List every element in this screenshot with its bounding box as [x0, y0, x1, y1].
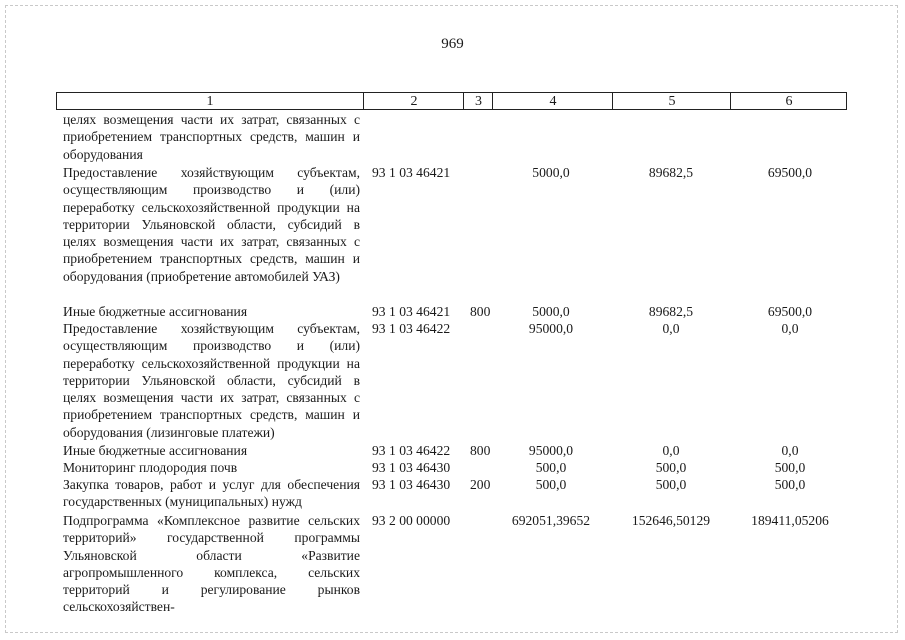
row-description: Закупка товаров, работ и услуг для обеспечения государственных (муниципальных) нужд: [63, 477, 360, 510]
row-description: Подпрограмма «Комплексное развитие сельских территорий» государственной программы Ульяновской области «Развитие агропромышленного комплекса, сельских территорий и регулирование рынков сельскохозяйствен-: [63, 513, 360, 615]
row-value-col5: 500,0: [655, 477, 687, 492]
row-code: 93 1 03 46422: [372, 321, 451, 336]
row-value-col4: 95000,0: [528, 321, 574, 336]
page-number: 969: [441, 36, 464, 52]
row-value-col4: 5000,0: [532, 165, 570, 180]
row-description: Предоставление хозяйствующим субъектам, осуществляющим производство и (или) переработку сельскохозяйственной продукции на территории Ульяновской области, субсидий в целях возмещения части их затрат, связанных с приобретением транспортных средств, машин и оборудования (приобретение автомобилей УАЗ): [63, 165, 360, 284]
row-value-col6: 69500,0: [767, 165, 813, 180]
row-value-col5: 89682,5: [648, 165, 694, 180]
row-code: 93 1 03 46422: [372, 443, 451, 458]
row-expense-kind: 200: [470, 477, 491, 492]
header-col-2: 2: [363, 93, 464, 109]
row-description: Мониторинг плодородия почв: [63, 460, 238, 475]
row-value-col6: 0,0: [781, 443, 799, 458]
header-col-3: 3: [463, 93, 493, 109]
row-value-col4: 5000,0: [532, 304, 570, 319]
row-value-col4: 95000,0: [528, 443, 574, 458]
table-header-row: [56, 92, 847, 110]
row-expense-kind: 800: [470, 443, 491, 458]
row-value-col4: 692051,39652: [511, 513, 591, 528]
row-value-col6: 500,0: [774, 460, 806, 475]
row-value-col5: 0,0: [662, 321, 680, 336]
row-value-col6: 69500,0: [767, 304, 813, 319]
row-value-col4: 500,0: [535, 477, 567, 492]
header-col-5: 5: [612, 93, 731, 109]
row-value-col6: 0,0: [781, 321, 799, 336]
header-col-1: 1: [206, 94, 214, 109]
row-value-col5: 152646,50129: [631, 513, 711, 528]
row-code: 93 1 03 46430: [372, 460, 451, 475]
row-value-col6: 500,0: [774, 477, 806, 492]
row-value-col5: 0,0: [662, 443, 680, 458]
header-col-4: 4: [492, 93, 613, 109]
header-col-6: 6: [730, 93, 847, 109]
row-description: Иные бюджетные ассигнования: [63, 443, 248, 458]
row-value-col4: 500,0: [535, 460, 567, 475]
row-code: 93 1 03 46421: [372, 304, 451, 319]
row-expense-kind: 800: [470, 304, 491, 319]
row-value-col5: 89682,5: [648, 304, 694, 319]
row-description: Иные бюджетные ассигнования: [63, 304, 248, 319]
row-description: Предоставление хозяйствующим субъектам, осуществляющим производство и (или) переработку сельскохозяйственной продукции на территории Ульяновской области, субсидий в целях возмещения части их затрат, связанных с приобретением транспортных средств, машин и оборудования (лизинговые платежи): [63, 321, 360, 440]
row-code: 93 1 03 46430: [372, 477, 451, 492]
row-value-col5: 500,0: [655, 460, 687, 475]
row-code: 93 2 00 00000: [372, 513, 451, 528]
row-description: целях возмещения части их затрат, связанных с приобретением транспортных средств, машин и оборудования: [63, 112, 360, 162]
row-code: 93 1 03 46421: [372, 165, 451, 180]
row-value-col6: 189411,05206: [751, 513, 829, 528]
